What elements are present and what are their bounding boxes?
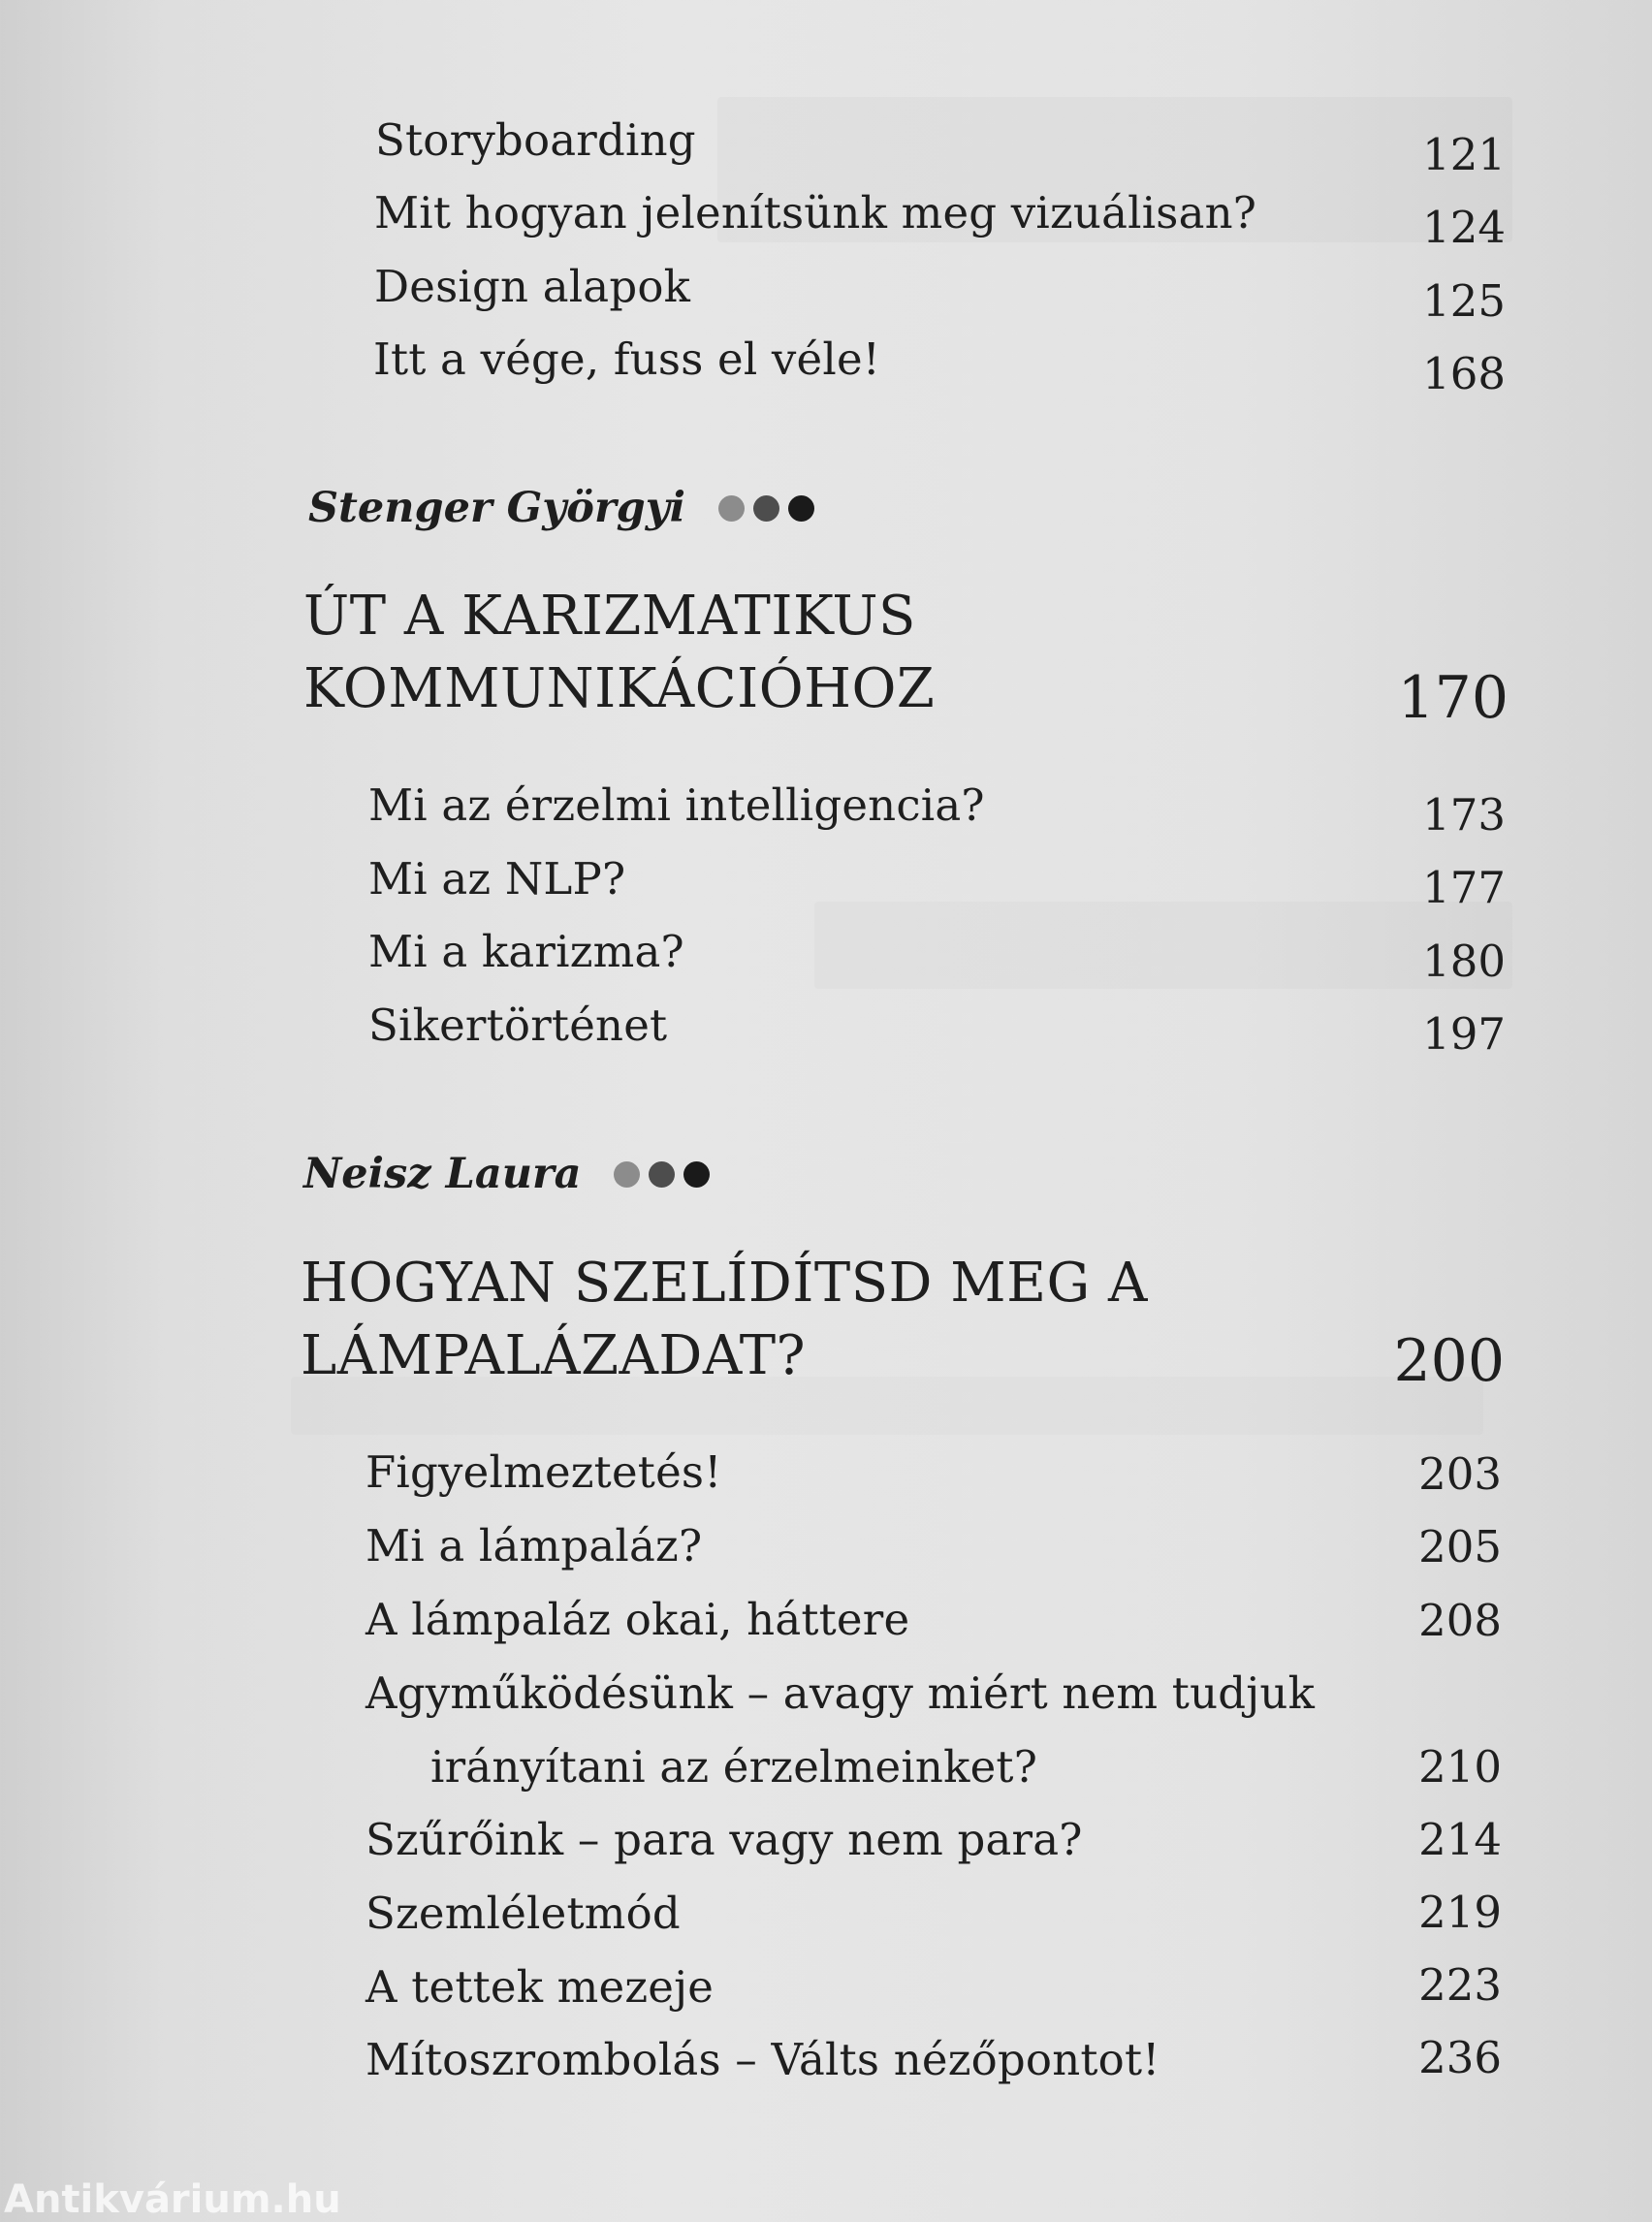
toc-entry-title[interactable]: Mi az érzelmi intelligencia? (368, 779, 985, 831)
toc-entry-title[interactable]: Agyműködésünk – avagy miért nem tudjuk (365, 1667, 1316, 1719)
toc-entry-page: 223 (1418, 1959, 1502, 2011)
toc-entry-title[interactable]: Figyelmeztetés! (365, 1446, 722, 1498)
toc-entry-title[interactable]: Mi az NLP? (368, 853, 626, 905)
dots-ornament (614, 1161, 718, 1188)
dot-icon (614, 1161, 640, 1188)
author-name (308, 484, 823, 532)
chapter-title-line[interactable]: ÚT A KARIZMATIKUS (303, 585, 916, 648)
toc-entry-page: 208 (1418, 1595, 1502, 1646)
toc-entry-title[interactable]: Szűrőink – para vagy nem para? (365, 1814, 1083, 1865)
dots-ornament (718, 495, 823, 522)
toc-entry-title[interactable]: A tettek mezeje (365, 1961, 715, 2013)
dot-icon (649, 1161, 675, 1188)
dot-icon (753, 495, 779, 522)
toc-entry-title[interactable]: A lámpaláz okai, háttere (365, 1594, 910, 1645)
chapter-title-line[interactable]: HOGYAN SZELÍDÍTSD MEG A (301, 1252, 1148, 1315)
toc-entry-page: 197 (1422, 1008, 1506, 1060)
toc-entry-title[interactable]: Storyboarding (375, 114, 696, 166)
toc-entry-page: 214 (1418, 1814, 1502, 1865)
toc-entry-page: 173 (1422, 789, 1506, 841)
toc-entry-title[interactable]: Itt a vége, fuss el véle! (373, 333, 881, 385)
chapter-page: 170 (1397, 664, 1509, 732)
toc-entry-page: 205 (1418, 1521, 1502, 1572)
toc-entry-title[interactable]: Szemléletmód (365, 1888, 681, 1939)
toc-entry-page: 219 (1418, 1887, 1502, 1938)
toc-entry-page: 177 (1422, 862, 1506, 913)
author-name-text: Neisz Laura (303, 1150, 582, 1198)
chapter-title-line[interactable]: LÁMPALÁZADAT? (301, 1324, 807, 1387)
toc-entry-page: 124 (1422, 202, 1506, 253)
toc-entry-page: 203 (1418, 1448, 1502, 1500)
dot-icon (718, 495, 745, 522)
toc-entry-title[interactable]: Mi a lámpaláz? (365, 1520, 703, 1571)
toc-entry-page: 121 (1422, 129, 1506, 180)
toc-entry-page: 180 (1422, 936, 1506, 987)
toc-entry-title[interactable]: Sikertörténet (368, 1000, 668, 1051)
toc-entry-title[interactable]: Mítoszrombolás – Válts nézőpontot! (365, 2034, 1160, 2085)
toc-entry-title[interactable]: Design alapok (374, 261, 691, 312)
toc-entry-page: 125 (1422, 275, 1506, 327)
watermark: Antikvárium.hu (4, 2177, 341, 2222)
dot-icon (788, 495, 814, 522)
author-name (303, 1150, 718, 1198)
author-name-text: Stenger Györgyi (308, 484, 686, 532)
dot-icon (683, 1161, 710, 1188)
toc-entry-page: 168 (1422, 348, 1506, 399)
toc-entry-title[interactable]: Mi a karizma? (368, 926, 684, 977)
toc-entry-title[interactable]: Mit hogyan jelenítsünk meg vizuálisan? (374, 187, 1257, 238)
chapter-page: 200 (1393, 1327, 1505, 1395)
toc-entry-page: 210 (1418, 1741, 1502, 1793)
toc-entry-title-continued[interactable]: irányítani az érzelmeinket? (430, 1741, 1038, 1793)
toc-entry-page: 236 (1418, 2032, 1502, 2083)
chapter-title-line[interactable]: KOMMUNIKÁCIÓHOZ (303, 657, 936, 720)
